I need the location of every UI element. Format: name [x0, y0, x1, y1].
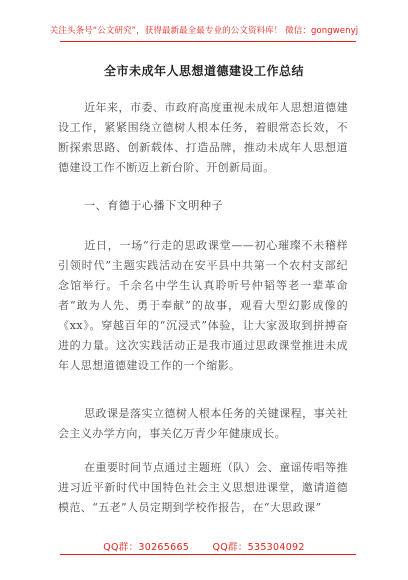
footer-divider — [60, 554, 356, 555]
paragraph-ideology-course — [58, 404, 348, 444]
paragraph-practice-activity — [58, 236, 348, 376]
paragraph-intro-text: 近年来，市委、市政府高度重视未成年人思想道德建设工作，紧紧围绕立德树人根本任务，着眼常态长效，不断探索思路、创新载体、打造品牌，推动未成年人思想道德建设工作不断迈上新台阶、开创新局面。 — [58, 101, 348, 174]
footer-qq-group-1: QQ群：30265665 — [103, 542, 190, 553]
paragraph-ideology-course-text: 思政课是落实立德树人根本任务的关键课程，事关社会主义办学方向，事关亿万青少年健康成长。 — [58, 407, 348, 440]
header-divider — [60, 41, 356, 42]
paragraph-key-dates — [58, 458, 348, 518]
section-heading-1: 一、育德于心播下文明种子 — [84, 199, 224, 212]
paragraph-intro — [58, 98, 348, 178]
document-title: 全市未成年人思想道德建设工作总结 — [103, 64, 304, 78]
footer-qq-group-2: QQ群：535304092 — [212, 542, 305, 553]
paragraph-key-dates-text: 在重要时间节点通过主题班（队）会、童谣传唱等推进习近平新时代中国特色社会主义思想进课堂，邀请道德模范、“五老”人员定期到学校作报告，在“大思政课” — [58, 461, 348, 514]
header-banner: 关注头条号“公文研究”，获得最新最全最专业的公文资料库！ 微信：gongwenyj — [49, 26, 359, 36]
footer-qq-groups — [0, 539, 408, 553]
paragraph-practice-activity-text: 近日，一场“行走的思政课堂——初心璀璨不未稽样引领时代”主题实践活动在安平县中共第一个农村支部纪念馆举行。千余名中学生认真聆听号仲韬等老一辈革命者“敢为人先、勇于奉献”的故事，观看大型幻影成像的《xx》。穿越百年的“沉浸式”体验，让大家汲取到拼搏奋进的力量。这次实践活动正是我市通过思政课堂推进未成年人思想道德建设工作的一个缩影。 — [58, 239, 348, 372]
